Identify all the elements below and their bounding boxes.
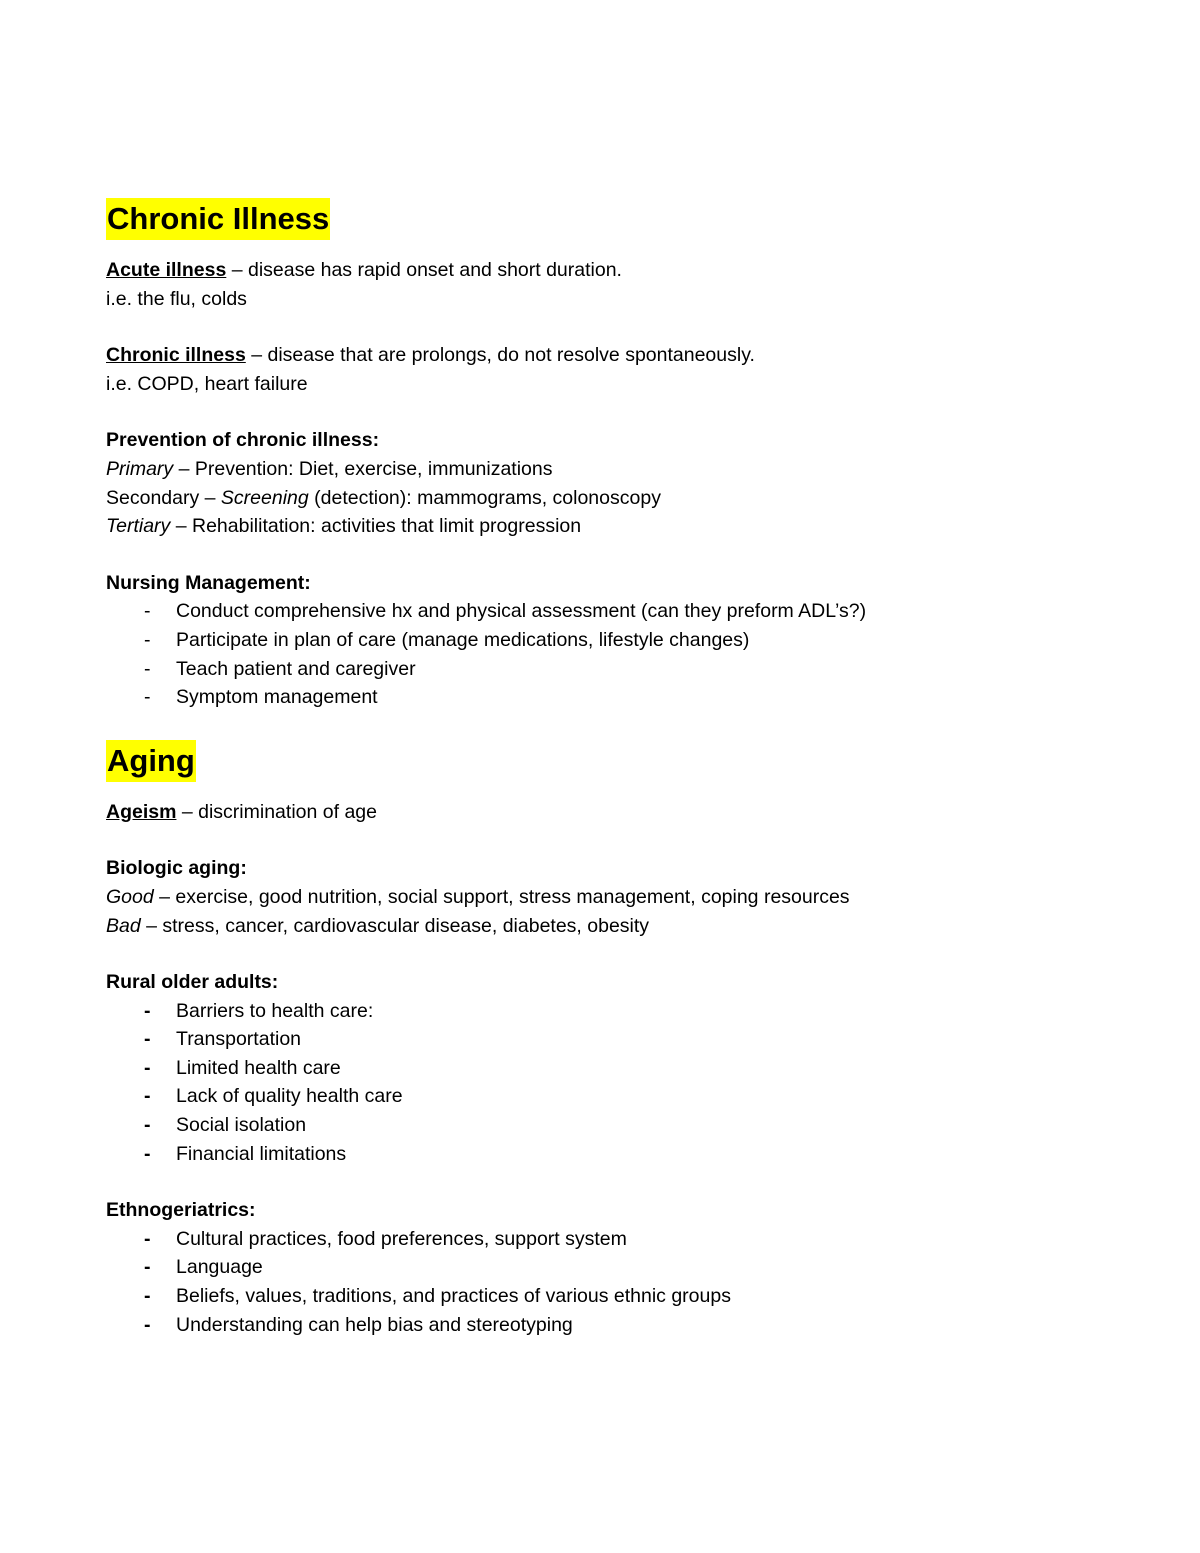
dash-marker: - xyxy=(144,657,151,680)
ethnogeriatrics-list xyxy=(106,1225,1106,1339)
list-item: - Conduct comprehensive hx and physical assessment (can they preform ADL’s?) xyxy=(106,597,1106,626)
secondary-prevention-line xyxy=(106,484,1106,513)
section-chronic-illness xyxy=(106,198,1106,712)
list-item: - Understanding can help bias and stereotyping xyxy=(106,1311,1106,1340)
ageism-term: Ageism xyxy=(106,800,177,823)
primary-text: – Prevention: Diet, exercise, immunizations xyxy=(173,457,553,480)
dash-marker: - xyxy=(144,600,151,623)
list-item: - Financial limitations xyxy=(106,1140,1106,1169)
bad-term: Bad xyxy=(106,914,141,937)
document-page xyxy=(106,198,1106,1339)
acute-illness-example: i.e. the flu, colds xyxy=(106,287,247,310)
list-item: - Limited health care xyxy=(106,1054,1106,1083)
list-item: - Participate in plan of care (manage medications, lifestyle changes) xyxy=(106,626,1106,655)
dash-marker: - xyxy=(144,1285,151,1308)
biologic-aging-heading: Biologic aging: xyxy=(106,857,247,880)
ageism-line xyxy=(106,798,1106,827)
list-item: - Social isolation xyxy=(106,1111,1106,1140)
bad-aging-line xyxy=(106,912,1106,941)
dash-marker: - xyxy=(144,1142,151,1165)
tertiary-prevention-line xyxy=(106,512,1106,541)
secondary-prefix: Secondary – xyxy=(106,486,221,509)
dash-marker: - xyxy=(144,1028,151,1051)
good-term: Good xyxy=(106,885,154,908)
chronic-illness-example: i.e. COPD, heart failure xyxy=(106,372,308,395)
dash-marker: - xyxy=(144,628,151,651)
nursing-management-heading: Nursing Management: xyxy=(106,571,311,594)
dash-marker: - xyxy=(144,1313,151,1336)
dash-marker: - xyxy=(144,1056,151,1079)
section-aging xyxy=(106,740,1106,1340)
list-item: - Teach patient and caregiver xyxy=(106,655,1106,684)
aging-heading: Aging xyxy=(106,740,196,782)
chronic-illness-line xyxy=(106,341,1106,370)
primary-term: Primary xyxy=(106,457,174,480)
dash-marker: - xyxy=(144,1227,151,1250)
tertiary-text: – Rehabilitation: activities that limit progression xyxy=(170,515,582,538)
chronic-illness-definition: – disease that are prolongs, do not resolve spontaneously. xyxy=(245,344,755,367)
list-item: - Cultural practices, food preferences, support system xyxy=(106,1225,1106,1254)
dash-marker: - xyxy=(144,686,151,709)
good-text: – exercise, good nutrition, social support, stress management, coping resources xyxy=(153,885,850,908)
secondary-term: Screening xyxy=(220,486,309,509)
secondary-text: (detection): mammograms, colonoscopy xyxy=(308,486,661,509)
dash-marker: - xyxy=(144,1085,151,1108)
list-item: - Transportation xyxy=(106,1025,1106,1054)
nursing-management-list xyxy=(106,597,1106,711)
dash-marker: - xyxy=(144,1256,151,1279)
list-item: - Symptom management xyxy=(106,683,1106,712)
dash-marker: - xyxy=(144,1114,151,1137)
tertiary-term: Tertiary xyxy=(106,515,171,538)
acute-illness-term: Acute illness xyxy=(106,259,227,281)
prevention-heading: Prevention of chronic illness: xyxy=(106,429,380,452)
list-item: - Language xyxy=(106,1253,1106,1282)
list-item: - Beliefs, values, traditions, and practices of various ethnic groups xyxy=(106,1282,1106,1311)
primary-prevention-line xyxy=(106,455,1106,484)
chronic-illness-term: Chronic illness xyxy=(106,344,246,367)
acute-illness-definition: – disease has rapid onset and short duration. xyxy=(226,259,622,281)
dash-marker: - xyxy=(144,999,151,1022)
chronic-illness-heading: Chronic Illness xyxy=(106,198,330,240)
rural-older-adults-heading: Rural older adults: xyxy=(106,971,279,994)
list-item: - Lack of quality health care xyxy=(106,1082,1106,1111)
acute-illness-line xyxy=(106,256,1106,285)
bad-text: – stress, cancer, cardiovascular disease, diabetes, obesity xyxy=(140,914,650,937)
ageism-definition: – discrimination of age xyxy=(176,800,377,823)
list-item: - Barriers to health care: xyxy=(106,997,1106,1026)
rural-older-adults-list xyxy=(106,997,1106,1169)
good-aging-line xyxy=(106,883,1106,912)
ethnogeriatrics-heading: Ethnogeriatrics: xyxy=(106,1199,256,1222)
